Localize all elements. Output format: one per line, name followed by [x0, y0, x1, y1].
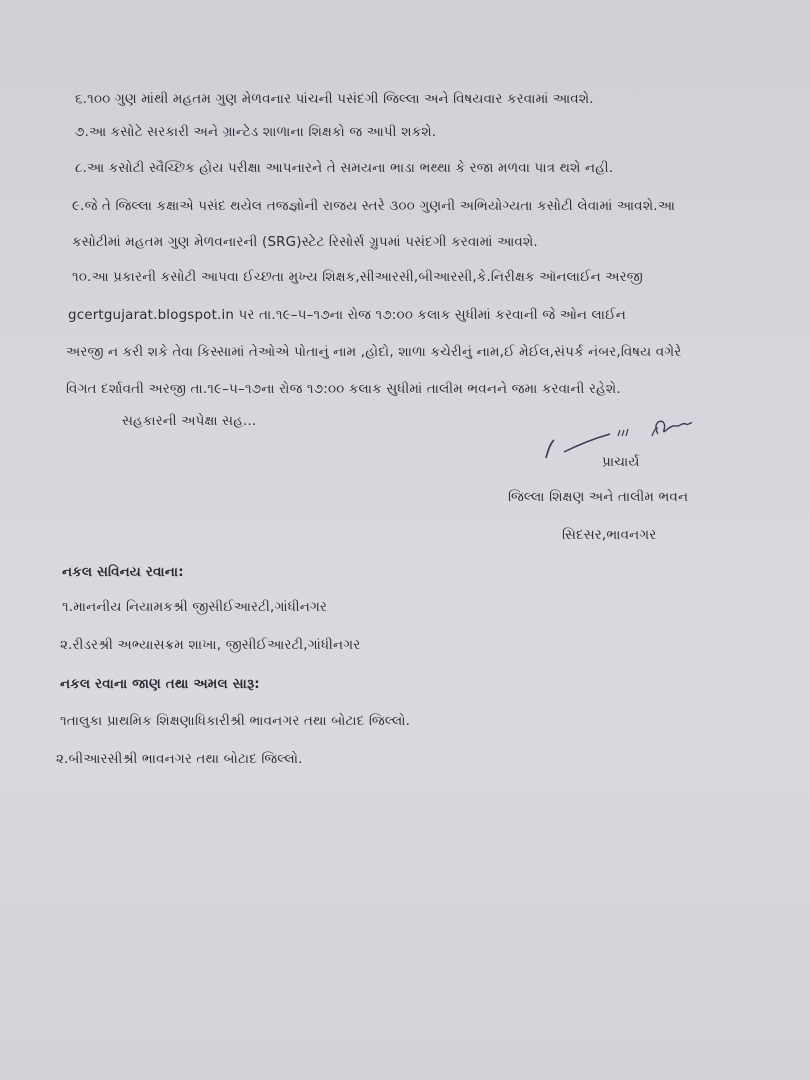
copy-to-item-2: ૨.રીડરશ્રી અભ્યાસક્રમ શાખા, જીસીઈઆરટી,ગાંધીનગર: [60, 638, 361, 653]
paragraph-line-10a: ૧૦.આ પ્રકારની કસોટી આપવા ઈચ્છતા મુખ્ય શિક્ષક,સીઆરસી,બીઆરસી,કે.નિરીક્ષક ઑનલાઈન અરજી: [72, 270, 643, 285]
closing-line: સહકારની અપેક્ષા સહ...: [122, 414, 257, 429]
copy-info-item-1: ૧તાલુકા પ્રાથમિક શિક્ષણાધિકારીશ્રી ભાવનગર તથા બોટાદ જિલ્લો.: [60, 714, 411, 729]
signatory-place: સિદસર,ભાવનગર: [562, 528, 657, 543]
paragraph-line-9b: કસોટીમાં મહતમ ગુણ મેળવનારની (SRG)સ્ટેટ રિસોર્સ ગ્રુપમાં પસંદગી કરવામાં આવશે.: [72, 235, 538, 250]
paragraph-line-10c: અરજી ન કરી શકે તેવા કિસ્સામાં તેઓએ પોતાનું નામ ,હોદો, શાળા કચેરીનું નામ,ઈ મેઈલ,સંપર્ક નંબર,વિષય વગેરે: [66, 345, 682, 360]
paragraph-line-8: ૮.આ કસોટી સ્વૈચ્છિક હોય પરીક્ષા આપનારને તે સમયના ભાડા ભથ્થા કે રજા મળવા પાત્ર થશે નહી.: [75, 161, 614, 176]
paragraph-line-6: ૬.૧૦૦ ગુણ માંથી મહતમ ગુણ મેળવનાર પાંચની પસંદગી જિલ્લા અને વિષયવાર કરવામાં આવશે.: [75, 92, 594, 107]
paragraph-line-7: ૭.આ કસોટે સરકારી અને ગ્રાન્ટેડ શાળાના શિક્ષકો જ આપી શકશે.: [75, 125, 437, 140]
copy-to-heading: નકલ સવિનય રવાના:: [62, 565, 184, 580]
paragraph-line-10b: gcertgujarat.blogspot.in પર તા.૧૯–૫–૧૭ના રોજ ૧૭:૦૦ કલાક સુધીમાં કરવાની જે ઓન લાઈન: [68, 308, 626, 323]
copy-info-item-2: ૨.બીઆરસીશ્રી ભાવનગર તથા બોટાદ જિલ્લો.: [56, 752, 303, 767]
paragraph-line-10d: વિગત દર્શાવતી અરજી તા.૧૯–૫–૧૭ના રોજ ૧૭:૦૦ કલાક સુધીમાં તાલીમ ભવનને જમા કરવાની રહેશે.: [66, 382, 621, 397]
copy-to-item-1: ૧.માનનીય નિયામકશ્રી જીસીઈઆરટી,ગાંધીનગર: [62, 600, 328, 615]
paragraph-line-9a: ૯.જે તે જિલ્લા કક્ષાએ પસંદ થયેલ તજજ્ઞોની રાજય સ્તરે ૩૦૦ ગુણની અભિયોગ્યતા કસોટી લેવામાં આવશે.આ: [72, 199, 675, 214]
signatory-office: જિલ્લા શિક્ષણ અને તાલીમ ભવન: [508, 490, 689, 505]
signatory-designation: પ્રાચાર્ય: [602, 455, 640, 470]
copy-info-heading: નકલ રવાના જાણ તથા અમલ સારૂ:: [60, 677, 260, 692]
